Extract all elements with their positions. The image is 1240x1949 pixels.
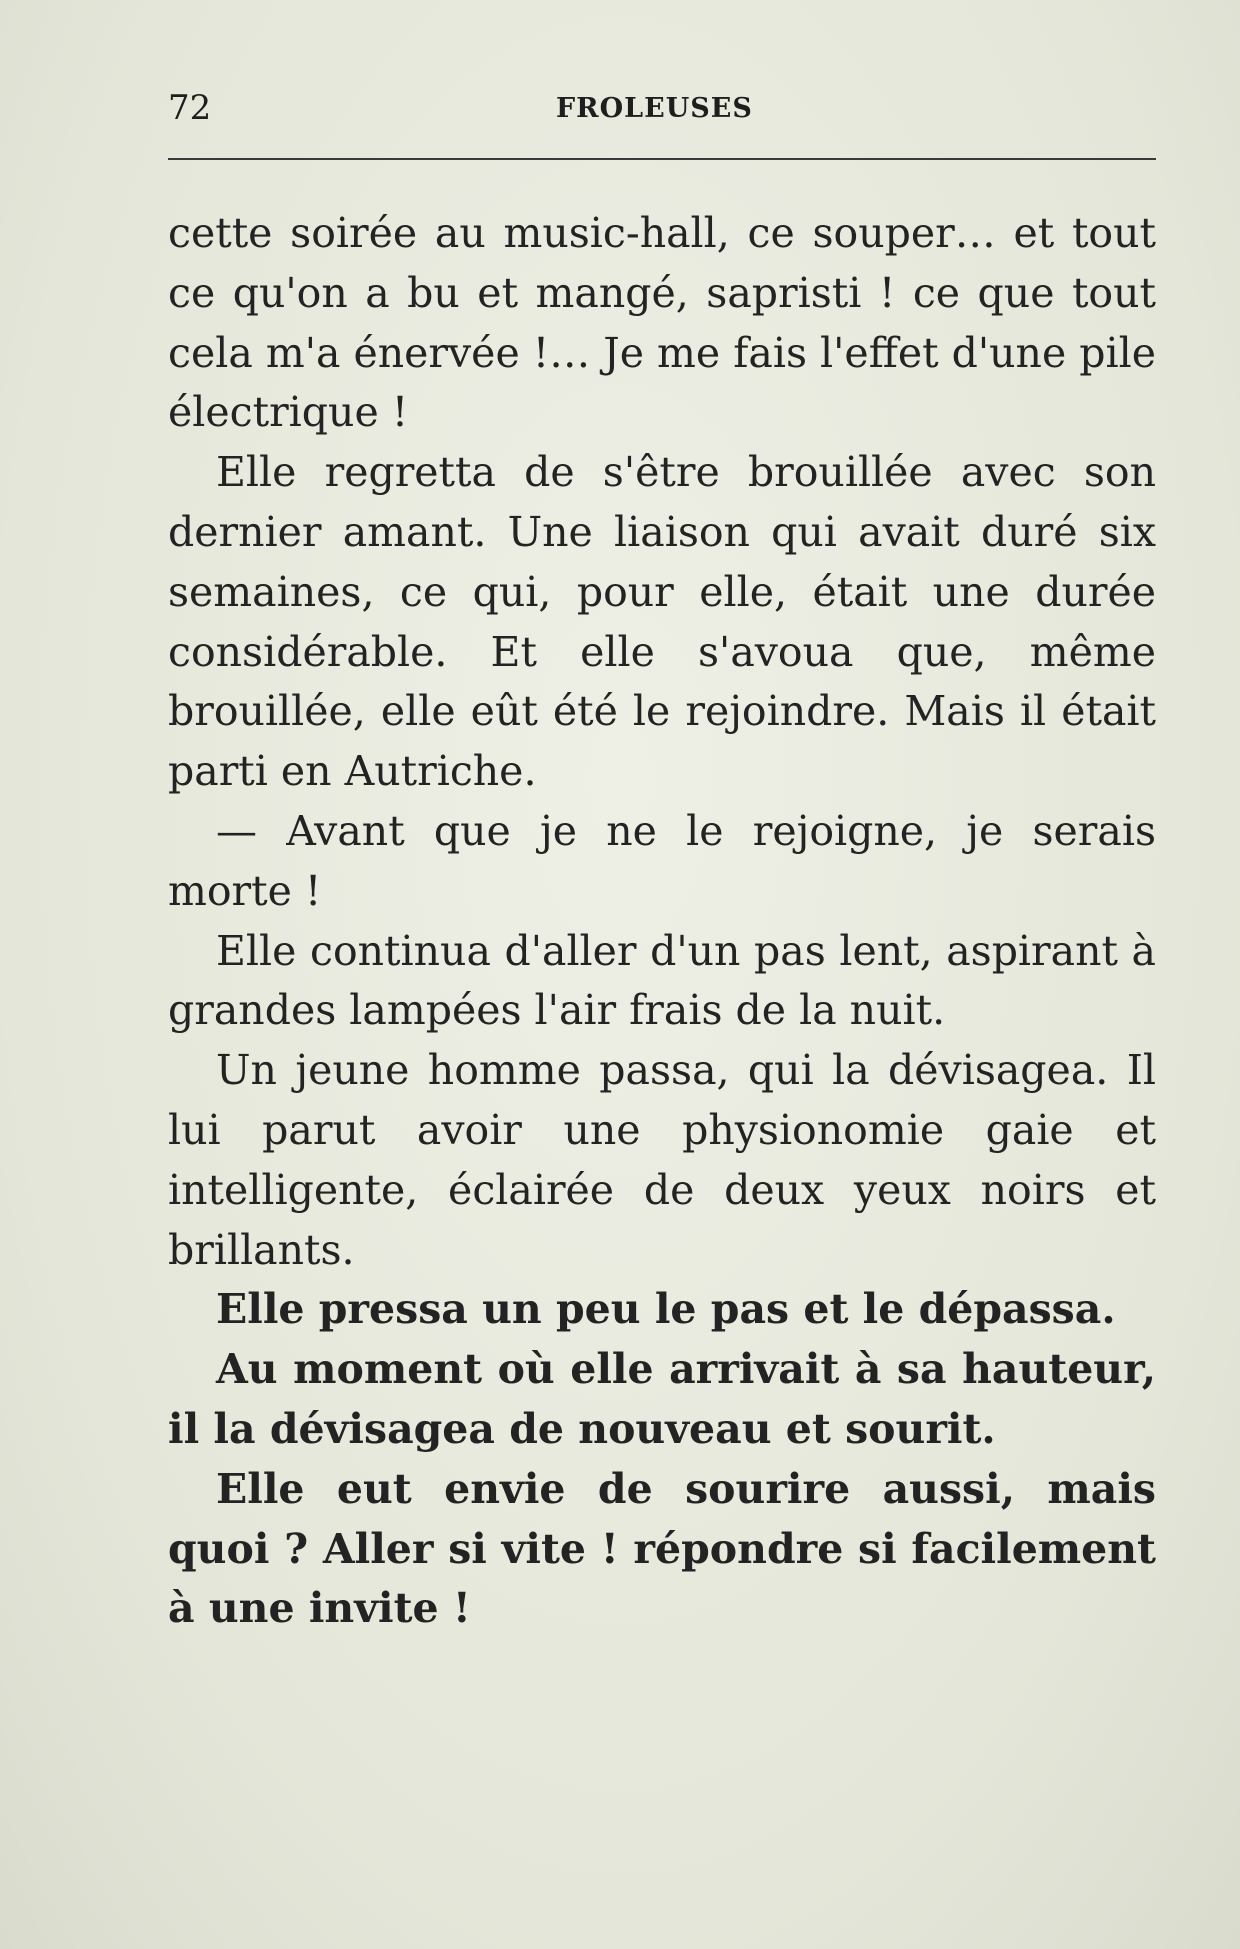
- paragraph-2: Elle regretta de s'être brouillée avec son dernier amant. Une liaison qui avait duré six semaines, ce qui, pour elle, était une durée considérable. Et elle s'avoua que, même brouillée, elle eût été le rejoindre. Mais il était parti en Autriche.: [168, 448, 1156, 796]
- paragraph-5: Un jeune homme passa, qui la dévisagea. Il lui parut avoir une physionomie gaie et intelligente, éclairée de deux yeux noirs et brillants.: [168, 1046, 1156, 1274]
- paragraph-3: — Avant que je ne le rejoigne, je serais morte !: [168, 806, 1156, 915]
- running-head: [168, 88, 1156, 128]
- text-body: [168, 204, 1156, 1639]
- paragraph-1: cette soirée au music-hall, ce souper… et tout ce qu'on a bu et mangé, sapristi ! ce que tout cela m'a énervée !… Je me fais l'effet d'une pile électrique !: [168, 209, 1156, 437]
- running-title: FROLEUSES: [556, 93, 753, 124]
- paragraph-8: Elle eut envie de sourire aussi, mais quoi ? Aller si vite ! répondre si facilement à une invite !: [168, 1464, 1156, 1633]
- paragraph-6: Elle pressa un peu le pas et le dépassa.: [216, 1285, 1116, 1334]
- page-number: 72: [168, 88, 212, 128]
- header-rule: [168, 158, 1156, 160]
- paragraph-4: Elle continua d'aller d'un pas lent, aspirant à grandes lampées l'air frais de la nuit.: [168, 926, 1156, 1035]
- paragraph-7: Au moment où elle arrivait à sa hauteur, il la dévisagea de nouveau et sourit.: [168, 1345, 1156, 1453]
